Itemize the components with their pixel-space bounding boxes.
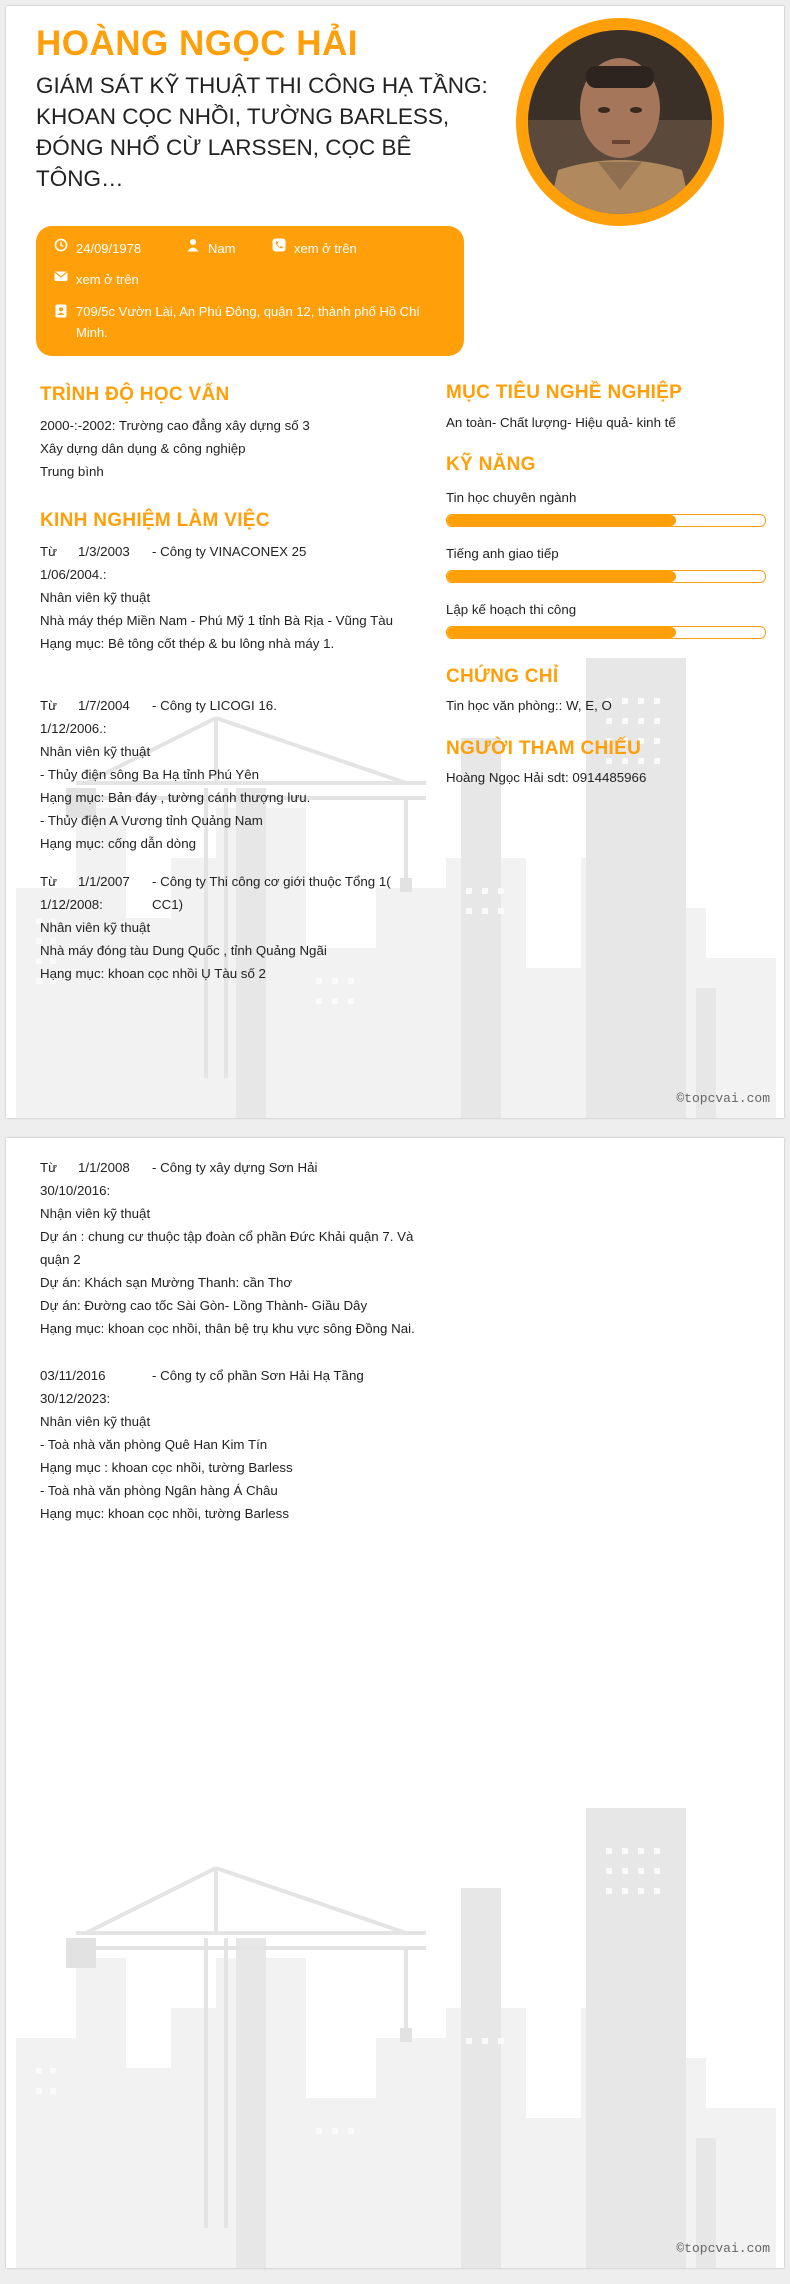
user-icon [186, 238, 200, 252]
from-label: Từ [40, 698, 58, 713]
address-row [54, 301, 444, 343]
experience-line: Nhân viên kỹ thuật [40, 1414, 151, 1429]
from-date: 03/11/2016 [40, 1368, 106, 1383]
skill-label: Tin học chuyên ngành [446, 490, 577, 505]
company: - Công ty cổ phần Sơn Hải Hạ Tầng [152, 1368, 364, 1383]
experience-line: Nhân viên kỹ thuật [40, 590, 151, 605]
clock-icon [54, 238, 68, 252]
references-title: NGƯỜI THAM CHIẾU [446, 738, 642, 759]
experience-item [40, 1364, 418, 1525]
objective-text: An toàn- Chất lượng- Hiệu quả- kinh tế [446, 415, 676, 430]
skill-label: Lập kế hoạch thi công [446, 602, 577, 617]
job-title: GIÁM SÁT KỸ THUẬT THI CÔNG HẠ TẦNG: KHOAN CỌC NHỒI, TƯỜNG BARLESS, ĐÓNG NHỔ CỪ LARSSEN, CỌC BÊ TÔNG… [36, 73, 488, 191]
experience-item [40, 694, 418, 855]
from-date: 1/3/2003 [78, 544, 130, 559]
education-line: 2000-:-2002: Trường cao đẳng xây dựng số 3 [40, 418, 310, 433]
experience-line: Dự án: Khách sạn Mường Thanh: cần Thơ [40, 1275, 293, 1290]
gender-row [186, 238, 235, 259]
company: - Công ty VINACONEX 25 [152, 544, 307, 559]
experience-item [40, 540, 418, 655]
experience-line: Nhân viên kỹ thuật [40, 744, 151, 759]
skill-label: Tiếng anh giao tiếp [446, 546, 559, 561]
experience-line: Hạng mục: Bê tông cốt thép & bu lông nhà máy 1. [40, 636, 335, 651]
birthday-row [54, 238, 141, 259]
candidate-name: HOÀNG NGỌC HẢI [36, 24, 358, 63]
phone-row [272, 238, 357, 259]
from-date: 1/1/2008 [78, 1160, 130, 1175]
skills-title: KỸ NĂNG [446, 454, 536, 475]
experience-line: Nhà máy đóng tàu Dung Quốc , tỉnh Quảng Ngãi [40, 943, 327, 958]
experience-item [40, 1156, 418, 1340]
email-row [54, 269, 139, 290]
experience-line: - Thủy điện sông Ba Hạ tỉnh Phú Yên [40, 767, 260, 782]
certificates-title: CHỨNG CHỈ [446, 666, 559, 687]
skill-item [446, 488, 766, 527]
skill-item [446, 544, 766, 583]
education-line: Xây dựng dân dụng & công nghiệp [40, 441, 246, 456]
experience-line: Hạng mục : khoan cọc nhồi, tường Barless [40, 1460, 293, 1475]
company: - Công ty xây dựng Sơn Hải [152, 1160, 318, 1175]
phone: xem ở trên [294, 241, 357, 256]
to-date: 30/10/2016: [40, 1183, 111, 1198]
education-title: TRÌNH ĐỘ HỌC VẤN [40, 384, 230, 405]
skill-bar-fill [447, 627, 676, 638]
skill-bar-fill [447, 571, 676, 582]
experience-line: Nhận viên kỹ thuật [40, 1206, 151, 1221]
phone-icon [272, 238, 286, 252]
experience-title: KINH NGHIỆM LÀM VIỆC [40, 510, 270, 531]
skill-bar [446, 626, 766, 639]
experience-line: Nhân viên kỹ thuật [40, 920, 151, 935]
skill-bar-fill [447, 515, 676, 526]
skyline-background [6, 1708, 784, 2268]
from-date: 1/7/2004 [78, 698, 130, 713]
from-label: Từ [40, 874, 58, 889]
contact-info-box [36, 226, 464, 356]
experience-item [40, 870, 418, 985]
to-date: 1/06/2004.: [40, 567, 107, 582]
watermark: ©topcvai.com [676, 2241, 770, 2256]
references-text: Hoàng Ngọc Hải sdt: 0914485966 [446, 770, 647, 785]
experience-line: - Toà nhà văn phòng Quê Han Kim Tín [40, 1437, 268, 1452]
address: 709/5c Vườn Lài, An Phú Đông, quận 12, thành phố Hồ Chí Minh. [76, 304, 420, 340]
skill-bar [446, 570, 766, 583]
email: xem ở trên [76, 272, 139, 287]
experience-line: Hạng mục: khoan cọc nhồi, tường Barless [40, 1506, 289, 1521]
education-line: Trung bình [40, 464, 104, 479]
to-date: 1/12/2006.: [40, 721, 107, 736]
education-body [40, 414, 420, 483]
certificates-text: Tin học văn phòng:: W, E, O [446, 698, 612, 713]
experience-line: Hạng mục: Bản đáy , tường cánh thượng lưu. [40, 790, 311, 805]
experience-line: Nhà máy thép Miền Nam - Phú Mỹ 1 tỉnh Bà Rịa - Vũng Tàu [40, 613, 394, 628]
gender: Nam [208, 241, 236, 256]
cv-page-1 [6, 6, 784, 1118]
from-label: Từ [40, 544, 58, 559]
skill-item [446, 600, 766, 639]
experience-line: - Thủy điện A Vương tỉnh Quảng Nam [40, 813, 263, 828]
experience-line: - Toà nhà văn phòng Ngân hàng Á Châu [40, 1483, 278, 1498]
envelope-icon [54, 269, 68, 283]
from-date: 1/1/2007 [78, 874, 130, 889]
from-label: Từ [40, 1160, 58, 1175]
objective-title: MỤC TIÊU NGHỀ NGHIỆP [446, 382, 683, 403]
watermark: ©topcvai.com [676, 1091, 770, 1106]
cv-page-2 [6, 1138, 784, 2268]
address-card-icon [54, 304, 68, 318]
company: - Công ty Thi công cơ giới thuộc Tổng 1( CC1) [152, 874, 391, 912]
skill-bar [446, 514, 766, 527]
avatar [516, 18, 724, 226]
birthday: 24/09/1978 [76, 241, 142, 256]
experience-line: Hạng mục: khoan cọc nhồi, thân bệ trụ khu vực sông Đồng Nai. [40, 1321, 415, 1336]
experience-line: Hạng mục: khoan cọc nhồi Ụ Tàu số 2 [40, 966, 266, 981]
avatar-photo [528, 30, 712, 214]
experience-line: Hạng mục: cống dẫn dòng [40, 836, 196, 851]
to-date: 1/12/2008: [40, 897, 103, 912]
company: - Công ty LICOGI 16. [152, 698, 277, 713]
experience-line: Dự án: Đường cao tốc Sài Gòn- Lồng Thành- Giầu Dây [40, 1298, 368, 1313]
experience-line: Dự án : chung cư thuộc tập đoàn cổ phần Đức Khải quận 7. Và quận 2 [40, 1229, 414, 1267]
to-date: 30/12/2023: [40, 1391, 111, 1406]
